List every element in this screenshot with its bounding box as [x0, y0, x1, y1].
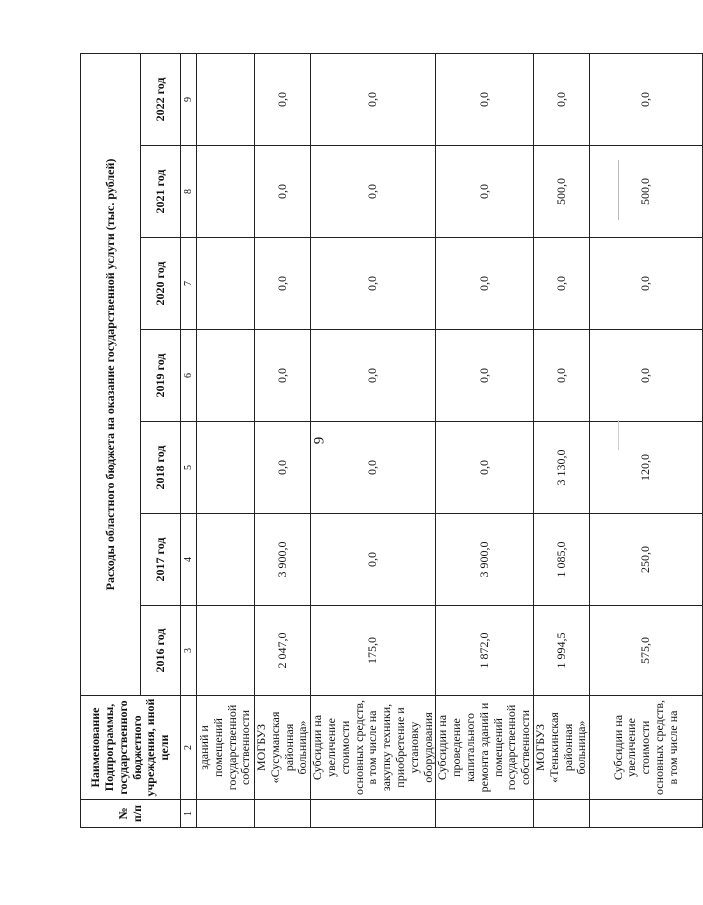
header-year: 2020 год: [141, 238, 181, 330]
value-cell: 0,0: [533, 330, 589, 422]
header-year: 2019 год: [141, 330, 181, 422]
value-cell: 1 085,0: [533, 514, 589, 606]
header-year: 2018 год: [141, 422, 181, 514]
value-cell: 500,0: [590, 146, 703, 238]
column-number-row: [181, 53, 197, 827]
column-number: 4: [181, 514, 197, 606]
row-name-cell: Субсидии на проведение капитального ремонта зданий и помещений государственной собственности: [436, 696, 534, 800]
value-cell: [197, 146, 255, 238]
value-cell: 3 130,0: [533, 422, 589, 514]
value-cell: 0,0: [311, 238, 436, 330]
header-group: Расходы областного бюджета на оказание государственной услуги (тыс. рублей): [81, 53, 141, 695]
table-row: [533, 53, 589, 827]
value-cell: 0,0: [590, 330, 703, 422]
page-number-text: 9: [311, 436, 328, 444]
value-cell: 0,0: [436, 330, 534, 422]
value-cell: 0,0: [255, 146, 311, 238]
row-name-cell: зданий и помещений государственной собственности: [197, 696, 255, 800]
value-cell: 3 900,0: [255, 514, 311, 606]
scan-artifact-line: [618, 420, 619, 450]
value-cell: 0,0: [590, 53, 703, 145]
value-cell: 0,0: [311, 514, 436, 606]
value-cell: 500,0: [533, 146, 589, 238]
value-cell: [197, 330, 255, 422]
column-number: 5: [181, 422, 197, 514]
value-cell: [197, 53, 255, 145]
value-cell: 0,0: [436, 422, 534, 514]
value-cell: 0,0: [255, 330, 311, 422]
value-cell: 0,0: [255, 422, 311, 514]
row-num-cell: [533, 800, 589, 828]
value-cell: [197, 238, 255, 330]
value-cell: 0,0: [311, 330, 436, 422]
row-num-cell: [197, 800, 255, 828]
header-year: 2022 год: [141, 53, 181, 145]
row-name-cell: МОГБУЗ «Тенькинская районная больница»: [533, 696, 589, 800]
value-cell: 0,0: [311, 53, 436, 145]
value-cell: 0,0: [533, 238, 589, 330]
header-year: 2017 год: [141, 514, 181, 606]
value-cell: 0,0: [255, 238, 311, 330]
value-cell: 3 900,0: [436, 514, 534, 606]
row-name-cell: Субсидии на увеличение стоимости основных средств, в том числе на закупку техники, приобретение и установку оборудования: [311, 696, 436, 800]
value-cell: 0,0: [436, 146, 534, 238]
value-cell: 0,0: [436, 53, 534, 145]
row-name-cell: МОГБУЗ «Сусуманская районная больница»: [255, 696, 311, 800]
value-cell: 0,0: [590, 238, 703, 330]
column-number: 6: [181, 330, 197, 422]
value-cell: 0,0: [436, 238, 534, 330]
table-row: [436, 53, 534, 827]
row-num-cell: [311, 800, 436, 828]
value-cell: 250,0: [590, 514, 703, 606]
value-cell: 0,0: [255, 53, 311, 145]
value-cell: 175,0: [311, 606, 436, 696]
table-row: [255, 53, 311, 827]
header-row-top: [81, 53, 141, 827]
header-year: 2021 год: [141, 146, 181, 238]
row-name-cell: Субсидии на увеличение стоимости основных средств, в том числе на: [590, 696, 703, 800]
row-num-cell: [590, 800, 703, 828]
row-num-cell: [436, 800, 534, 828]
row-num-cell: [255, 800, 311, 828]
column-number: 7: [181, 238, 197, 330]
value-cell: [197, 422, 255, 514]
scan-artifact-line: [618, 160, 619, 220]
value-cell: 1 872,0: [436, 606, 534, 696]
rotated-table-container: [80, 54, 680, 828]
header-num: № п/п: [81, 800, 181, 828]
table-row: [311, 53, 436, 827]
budget-table: [80, 53, 703, 828]
value-cell: 2 047,0: [255, 606, 311, 696]
value-cell: [197, 514, 255, 606]
header-name: Наименование Подпрограммы, государственного бюджетного учреждения, иной цели: [81, 696, 181, 800]
value-cell: 1 994,5: [533, 606, 589, 696]
table-row: [197, 53, 255, 827]
column-number: 3: [181, 606, 197, 696]
column-number: 8: [181, 146, 197, 238]
column-number: 1: [181, 800, 197, 828]
value-cell: 0,0: [311, 422, 436, 514]
header-year: 2016 год: [141, 606, 181, 696]
table-row: [590, 53, 703, 827]
value-cell: 0,0: [533, 53, 589, 145]
value-cell: 120,0: [590, 422, 703, 514]
column-number: 9: [181, 53, 197, 145]
value-cell: 575,0: [590, 606, 703, 696]
value-cell: 0,0: [311, 146, 436, 238]
column-number: 2: [181, 696, 197, 800]
value-cell: [197, 606, 255, 696]
